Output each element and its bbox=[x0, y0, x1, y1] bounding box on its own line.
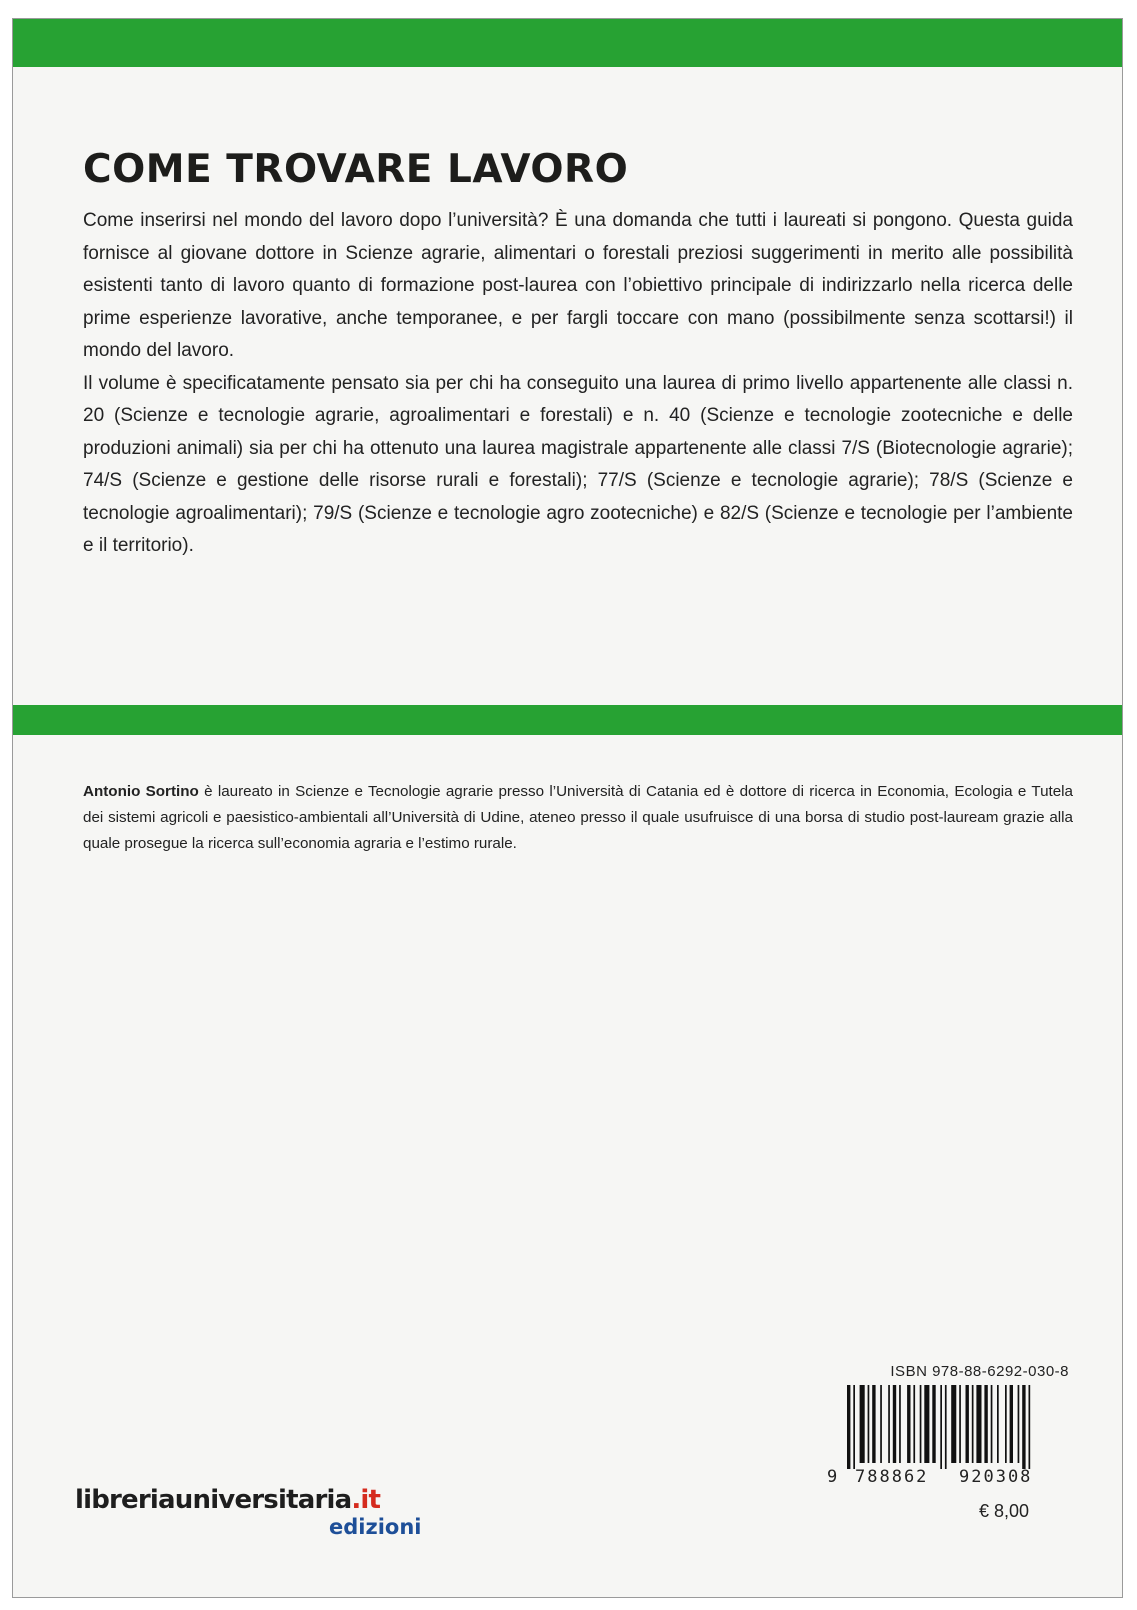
barcode-bar bbox=[966, 1385, 969, 1463]
barcode-bar bbox=[860, 1385, 865, 1463]
barcode-bar bbox=[932, 1385, 935, 1463]
author-name: Antonio Sortino bbox=[83, 783, 199, 800]
barcode-bar bbox=[1010, 1385, 1013, 1463]
barcode-bar bbox=[913, 1385, 915, 1463]
book-back-cover bbox=[12, 18, 1123, 1598]
barcode-bar bbox=[1022, 1385, 1025, 1469]
barcode-right-digits: 920308 bbox=[959, 1467, 1033, 1487]
barcode-first-digit: 9 bbox=[827, 1467, 838, 1487]
barcode-bar bbox=[940, 1385, 942, 1469]
barcode-bar bbox=[959, 1385, 961, 1463]
publisher-subtitle: edizioni bbox=[329, 1515, 422, 1539]
barcode-bar bbox=[991, 1385, 993, 1463]
barcode-left-digits: 788862 bbox=[855, 1467, 929, 1487]
barcode-bar bbox=[1005, 1385, 1007, 1463]
author-bio bbox=[83, 779, 1073, 857]
isbn-label: ISBN 978-88-6292-030-8 bbox=[890, 1363, 1069, 1380]
barcode-digits bbox=[827, 1467, 1075, 1491]
barcode-bar bbox=[1029, 1385, 1031, 1469]
barcode-bar bbox=[984, 1385, 987, 1463]
barcode-bar bbox=[880, 1385, 882, 1463]
author-bio-text: è laureato in Scienze e Tecnologie agrarie presso l’Università di Catania ed è dottore di ricerca in Economia, Ecologia e Tutela dei sistemi agricoli e paesistico-ambientali all’Università di Udine, ateneo presso il quale usufruisce di una borsa di studio post-lauream grazie alla quale prosegue la ricerca sull’economia agraria e l’estimo rurale. bbox=[83, 783, 1073, 852]
price-label: € 8,00 bbox=[979, 1501, 1030, 1521]
barcode-bar bbox=[972, 1385, 974, 1463]
book-title: COME TROVARE LAVORO bbox=[83, 147, 629, 192]
barcode-bar bbox=[907, 1385, 910, 1463]
barcode-bar bbox=[847, 1385, 850, 1469]
barcode-bar bbox=[951, 1385, 956, 1463]
barcode-bar bbox=[1018, 1385, 1020, 1463]
barcode-bar bbox=[853, 1385, 855, 1469]
top-green-band bbox=[13, 19, 1122, 67]
middle-green-band bbox=[13, 705, 1122, 735]
barcode-bar bbox=[920, 1385, 922, 1463]
barcode-bar bbox=[945, 1385, 947, 1469]
barcode-bar bbox=[868, 1385, 870, 1463]
barcode-bar bbox=[893, 1385, 896, 1463]
barcode-bar bbox=[976, 1385, 981, 1463]
barcode-bar bbox=[888, 1385, 890, 1463]
barcode-bar bbox=[872, 1385, 875, 1463]
publisher-tld: .it bbox=[351, 1485, 381, 1515]
book-description bbox=[83, 205, 1073, 563]
barcode-block bbox=[827, 1363, 1075, 1491]
publisher-name: libreriauniversitaria bbox=[75, 1485, 352, 1515]
barcode-bar bbox=[997, 1385, 999, 1463]
barcode-bar bbox=[899, 1385, 901, 1463]
description-paragraph: Come inserirsi nel mondo del lavoro dopo l’università? È una domanda che tutti i laureati si pongono. Questa guida fornisce al giovane dottore in Scienze agrarie, alimentari o forestali preziosi suggerimenti in merito alle possibilità esistenti tanto di lavoro quanto di formazione post-laurea con l’obiettivo principale di indirizzarlo nella ricerca delle prime esperienze lavorative, anche temporanee, e per fargli toccare con mano (possibilmente senza scottarsi!) il mondo del lavoro. bbox=[83, 210, 1073, 361]
description-paragraph: Il volume è specificatamente pensato sia per chi ha conseguito una laurea di primo livello appartenente alle classi n. 20 (Scienze e tecnologie agrarie, agroalimentari e forestali) e n. 40 (Scienze e tecnologie zootecniche e delle produzioni animali) sia per chi ha ottenuto una laurea magistrale appartenente alle classi 7/S (Biotecnologie agrarie); 74/S (Scienze e gestione delle risorse rurali e forestali); 77/S (Scienze e tecnologie agrarie); 78/S (Scienze e tecnologie agroalimentari); 79/S (Scienze e tecnologie agro zootecniche) e 82/S (Scienze e tecnologie per l’ambiente e il territorio). bbox=[83, 372, 1073, 556]
barcode-image bbox=[827, 1385, 1075, 1469]
publisher-logo bbox=[75, 1485, 422, 1539]
barcode-bar bbox=[924, 1385, 929, 1463]
